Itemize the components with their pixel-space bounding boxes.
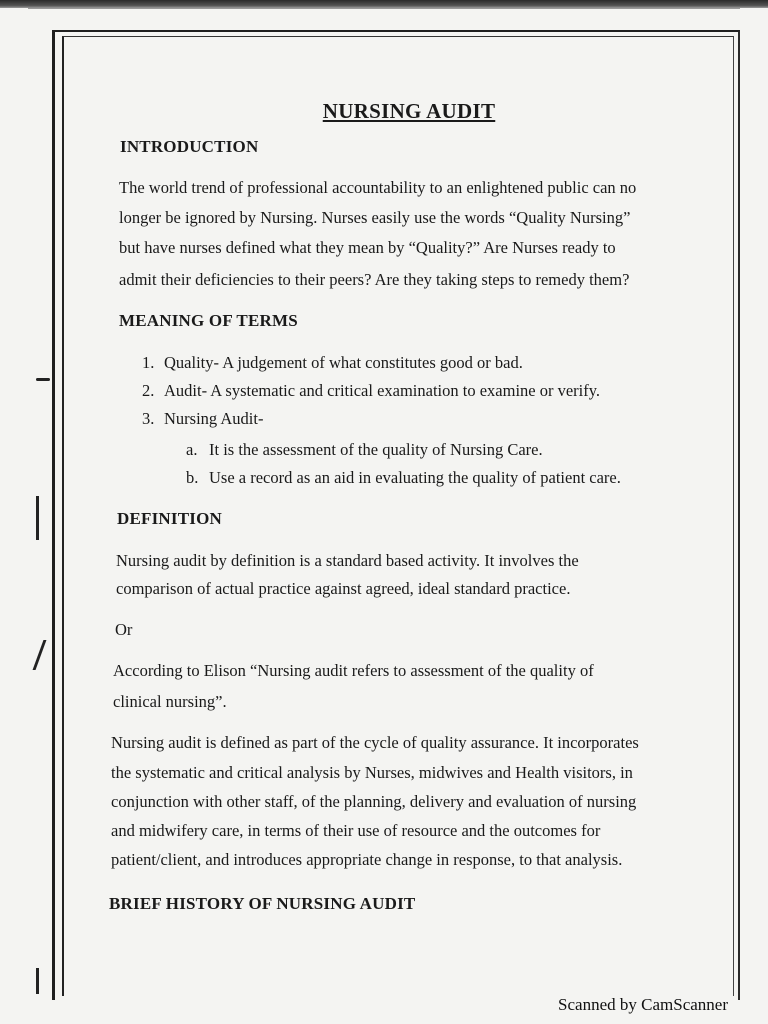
paragraph-line: According to Elison “Nursing audit refers to assessment of the quality of — [113, 661, 594, 680]
paragraph-line: the systematic and critical analysis by Nurses, midwives and Health visitors, in — [111, 763, 633, 782]
list-item: Audit- A systematic and critical examination to examine or verify. — [164, 381, 601, 400]
meaning-of-terms-heading: MEANING OF TERMS — [119, 311, 298, 330]
paragraph-line: but have nurses defined what they mean by “Quality?” Are Nurses ready to — [119, 238, 616, 257]
paragraph-line: clinical nursing”. — [113, 692, 227, 711]
list-item: Nursing Audit- — [164, 409, 264, 428]
paragraph-line: comparison of actual practice against agreed, ideal standard practice. — [116, 579, 571, 598]
list-item: Quality- A judgement of what constitutes good or bad. — [164, 353, 523, 372]
sublist-letter: a. — [186, 440, 198, 459]
brief-history-heading: BRIEF HISTORY OF NURSING AUDIT — [109, 894, 416, 913]
sublist-letter: b. — [186, 468, 199, 487]
paragraph-line: Nursing audit by definition is a standard based activity. It involves the — [116, 551, 579, 570]
sublist-item: It is the assessment of the quality of Nursing Care. — [209, 440, 543, 459]
paragraph-line: Nursing audit is defined as part of the cycle of quality assurance. It incorporates — [111, 733, 639, 752]
paragraph-line: patient/client, and introduces appropriate change in response, to that analysis. — [111, 850, 623, 869]
document-title: NURSING AUDIT — [322, 99, 496, 123]
list-number: 3. — [142, 409, 155, 428]
scan-mark — [36, 968, 39, 994]
scanner-watermark: Scanned by CamScanner — [558, 995, 728, 1014]
scan-mark — [36, 496, 39, 540]
paragraph-line: The world trend of professional accountability to an enlightened public can no — [119, 178, 637, 197]
introduction-heading: INTRODUCTION — [120, 137, 259, 156]
definition-heading: DEFINITION — [117, 509, 222, 528]
or-separator: Or — [115, 620, 133, 639]
paragraph-line: and midwifery care, in terms of their use of resource and the outcomes for — [111, 821, 601, 840]
list-number: 1. — [142, 353, 155, 372]
scan-mark — [33, 640, 47, 670]
scan-top-line — [28, 8, 740, 9]
sublist-item: Use a record as an aid in evaluating the quality of patient care. — [209, 468, 621, 487]
scan-top-edge — [0, 0, 768, 8]
list-number: 2. — [142, 381, 155, 400]
paragraph-line: longer be ignored by Nursing. Nurses easily use the words “Quality Nursing” — [119, 208, 631, 227]
paragraph-line: admit their deficiencies to their peers? Are they taking steps to remedy them? — [119, 270, 630, 289]
paragraph-line: conjunction with other staff, of the planning, delivery and evaluation of nursing — [111, 792, 637, 811]
scan-mark — [36, 378, 50, 381]
